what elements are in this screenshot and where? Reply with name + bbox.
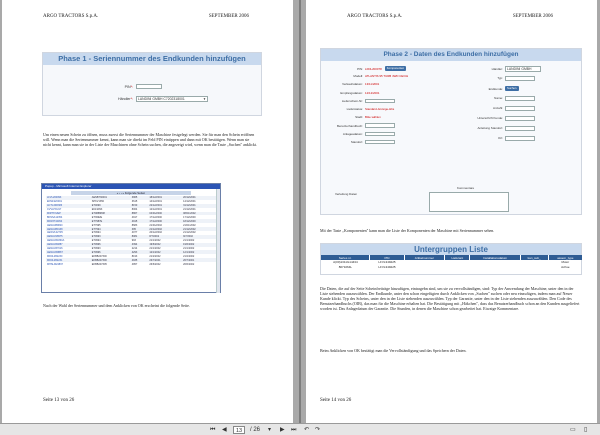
components-button[interactable]: Komponenten [386,66,405,70]
table-cell: 8867 [131,212,149,216]
table-cell: BFNSA12354 [47,215,63,219]
table-row [321,265,583,270]
table-cell: 14/12/2001 [183,200,196,204]
table-cell: 04/01/2000 [148,212,182,216]
form-field-row [461,86,519,91]
table-cell [470,265,520,270]
table-cell: LFVL200093 [46,196,91,200]
table-cell: AEWVL02705 [47,231,63,235]
after-selection-paragraph: Nach der Wahl der Seriennummer und dem Anklicken von OK erscheint die folgende Seite. [43,303,190,308]
footer-page-13: Seite 13 von 26 [43,398,75,403]
table-cell: 21/1/2002 [149,247,161,251]
dropdown-icon[interactable]: ▾ [268,427,272,433]
table-cell: AENLM34887 [46,243,91,247]
form-field-label: Anzahl: [492,106,503,111]
table-cell: 19/6/2002 [182,243,216,247]
table-cell: 12/1/2002 [182,250,216,254]
first-page-icon[interactable]: ⏮ [210,427,216,433]
table-cell: CVVLH6U17 [47,208,62,212]
table-cell: ET7994 [91,227,131,231]
column-header[interactable]: Lieferant [445,255,470,260]
form-field-row [323,140,395,145]
table-cell: 21/12/2002 [182,227,216,231]
header-date: SEPTEMBER 2006 [208,14,249,19]
table-cell: 8/7/2002 [148,235,182,239]
form-field-input[interactable] [505,116,535,121]
form-field-row [323,123,395,128]
form-field-value[interactable]: Standard-Anzeige-Hbs [365,107,395,111]
popup-screenshot [41,183,221,293]
form-field-label: Ort: [498,136,503,141]
table-cell: 22/12/2001 [148,204,182,208]
table-cell: 18/12/2001 [148,196,182,200]
viewer-toolbar [0,423,600,435]
table-cell: 3965 [131,196,149,200]
table-cell: MHSLM24897 [47,262,63,266]
column-header[interactable]: PIN [370,255,404,260]
phase1-title: Phase 1 - Seriennummer des Endkunden hinzufügen [43,53,261,65]
back-icon[interactable]: ↶ [304,427,310,433]
table-cell: ET0888808 [91,212,131,216]
untergruppen-table [321,255,583,269]
phase1-form [42,52,262,116]
form-field-row [461,136,535,141]
table-cell: 9/7/2002 [182,235,216,239]
form-field-value[interactable]: LFDL200078 [365,66,382,71]
table-cell: 8193 [131,254,138,258]
form-field-row [323,99,395,104]
untergruppen-title: Untergruppen Liste [321,244,581,255]
table-cell: ET7987E [91,219,131,223]
form-field-input[interactable] [505,126,535,131]
page-number-input[interactable]: 13 [233,426,245,434]
table-cell: ET0993 [91,247,101,251]
form-field-label: Stadt: [355,115,363,120]
page-13 [2,0,293,423]
form-field-label: Anleitung Standort: [477,126,503,131]
form-field-value[interactable]: 12/12/2001 [365,90,380,95]
table-cell: 31/12/2001 [182,204,216,208]
form-field-row [323,115,381,119]
form-field-label: Benutzerhandbuch: [336,123,363,128]
form-field-row [461,96,535,101]
form-field-value[interactable]: ATLANTIS 95 TURB 4WD CE/CH [365,74,409,79]
table-cell: 26/6/2002 [149,262,161,266]
table-cell: EKBB207305 [91,262,107,266]
pin-input[interactable] [136,84,162,89]
table-cell: MFDL2B2230 [47,254,63,258]
table-cell: 12/12/2001 [149,208,162,212]
table-cell: AENLM31860A [47,239,65,243]
table-cell: 17/12/2000 [183,215,196,219]
form-field-label: Verkaufsdatum: [342,82,363,87]
table-row[interactable] [46,262,216,266]
form-field-row [323,91,379,95]
table-cell: AENLM37016 [47,247,63,251]
pin-label: PIN*: [124,84,133,89]
popup-scrollbar[interactable] [216,189,220,293]
table-cell: 12/1/2002 [148,250,182,254]
form-field-input[interactable] [365,132,395,137]
header-company: ARGO TRACTORS S.p.A. [347,14,403,19]
dealer-row [83,96,208,102]
form-field-label: Empfangsdatum: [340,90,363,95]
column-header[interactable]: Installationsdatum [470,255,520,260]
table-cell: 8064 [131,208,138,212]
column-header[interactable]: Artikelnummer [404,255,445,260]
table-cell: MFR3734454 [46,219,91,223]
footer-page-14: Seite 14 von 26 [320,398,352,403]
two-page-icon[interactable]: ▯ [584,427,588,433]
form-field-label: Modell: [353,74,363,79]
table-cell: AENB730001 [91,196,131,200]
form-field-row [323,107,394,111]
table-cell: 21/2/2002 [149,254,161,258]
table-cell: LFVL349225 [378,260,396,265]
table-cell: ET0099 [91,204,131,208]
table-cell: 21/12/2002 [183,231,196,235]
table-cell: 2214 [131,247,138,251]
form-field-row [323,82,379,86]
form-field-label: Lieferstatus: [346,107,363,111]
table-cell: ET3992E [91,215,103,219]
table-cell: 4077 [131,231,138,235]
components-paragraph: Mit der Taste „Komponenten" kann man die Liste der Komponenten der Maschine mit Seriennummer sehen. [320,228,495,233]
form-field-label: PIN: [357,66,363,71]
table-cell: 4917 [131,215,138,219]
table-cell: ET0993 [91,235,131,239]
table-cell [445,265,470,270]
column-header[interactable]: kan_sub_ [520,255,548,260]
pin-row [83,84,162,89]
previous-page-icon[interactable]: ◀ [222,427,227,433]
table-cell: ET0994 [91,239,101,243]
table-cell: MFDL2B2231 [46,258,91,262]
intro-paragraph: Um einen neuen Schein zu öffnen, muss zuerst die Seriennummer der Maschine festgelegt werden. Sie für man den Schein eröffnen will. Wenn man die Seriennummer kennt, kann man sie direkt im Feld PIN eintippen und dann mit OK bestätigen. Wenn man sie nicht kennt, kann man sie in der Liste der Maschinen ohne Schein suchen, die angezeigt wird, wenn man die Taste „Suchen" anklickt. [43,132,257,147]
table-cell: ET7995 [91,223,101,227]
phase2-title: Phase 2 - Daten des Endkunden hinzufügen [321,49,581,61]
form-field-row [461,66,541,72]
table-cell: AENLM18975 [46,235,91,239]
table-cell: 21/12/2001 [183,208,196,212]
dealer-label: Händler*: [118,97,133,101]
search-button[interactable]: Suchen [507,86,517,90]
table-cell: AENLM39B87 [46,250,91,254]
table-cell: 14/12/2001 [149,200,162,204]
form-field-value[interactable]: Bitte wählen [365,115,381,120]
table-cell: 17/12/2000 [148,219,182,223]
table-cell: 395 [131,227,149,231]
form-field-row [461,106,535,111]
table-cell: 17/12/2000 [149,215,162,219]
next-page-icon[interactable]: ▶ [280,427,285,433]
table-cell: 26/6/2002 [183,262,195,266]
form-field-input[interactable] [365,99,395,104]
table-cell: ET0994 [91,231,101,235]
table-cell: SPKV1350 [91,200,105,204]
form-field-value[interactable]: 13/11/2001 [365,82,380,87]
page-divider [299,0,301,423]
form-field-input[interactable] [505,96,535,101]
table-cell: 4957 [131,262,138,266]
table-cell: 8150 [131,204,149,208]
table-cell: 21/1/2002 [183,239,195,243]
page-total: / 26 [250,427,261,433]
table-cell: 8071064L [338,264,353,269]
comments-label: Kommentare [457,186,475,190]
table-cell [520,265,548,270]
form-field-label: Anlageadatum: [342,131,363,136]
table-cell: 3615 [131,200,138,204]
table-cell: A(00)1311G14434 [333,260,358,265]
fields-paragraph: Die Daten, die auf der Seite Scheinfreiträge hinzufügen, eintragebn sind, um sie zu vervollständigen, sind: Typ der Anwendung der Maschine, unter den in der Liste stehenden auszuwählen. Der Endkunde, unter den schon eingefügten durch Anklicken von „Suchen" suchen oder neu einzufügen, indem man auf Neuer Kunde klickt. Typ des Scheins, unter den in der Liste stehenden auszuwählen. Typ der Garantie, unter den in der Liste stehenden auszuwählen. Den Code des Benutzerhandbuchs (OIB), das man für die Maschine erhalten hat. Die Bestätigung mit „Häkchen", dass das Benutzerhandbuch schon an den Kunden ausgeliefert worden ist. Das Anlagedatum der Garantie. Die Stunden, in denen die Maschine schon gearbeitet hat. Etwaige Kommentare. [320,286,580,311]
column-header[interactable]: Series nr. [321,255,370,260]
table-cell: Achse [561,264,570,269]
form-field-row [461,126,535,131]
table-cell: AENLM89138 [46,227,91,231]
form-field-row [323,66,406,71]
form-field-label: Unterschrift Kunde: [477,116,503,121]
form-field-input[interactable] [505,76,535,81]
table-cell: AENLM89820 [47,223,63,227]
ok-paragraph: Beim Anklicken von OK bestätigt man die Vervollständigung und das Speichern der Daten. [320,348,467,353]
table-cell: 4935 [131,258,149,262]
table-cell: ACTL34R383 [46,204,91,208]
single-page-icon[interactable]: ▭ [570,427,576,433]
table-cell: 21/1/2002 [183,247,195,251]
dealer-select[interactable]: LANDINI GMBH C7202318001 ▼ [138,97,206,101]
untergruppen-list [320,243,582,275]
forward-icon[interactable]: ↷ [315,427,321,433]
table-cell: 19/6/2002 [148,243,182,247]
table-cell: 21/01/2002 [149,223,162,227]
popup-titlebar: Popup - Microsoft Internet Explorer [42,184,220,189]
popup-table [46,196,216,266]
table-cell: 18/12/2000 [182,219,216,223]
form-field-label: Name: [494,96,503,101]
form-field-row [323,74,408,78]
header-company: ARGO TRACTORS S.p.A. [43,14,99,19]
comments-textarea[interactable] [429,192,509,212]
table-cell: ET0996 [91,250,131,254]
table-cell: 26/7/2001 [182,258,216,262]
dealer-select[interactable]: LANDINI GMBH [505,66,541,72]
form-field-row [461,116,535,121]
form-field-label: Endkunde: [488,86,503,91]
table-cell: EKBB207300 [91,258,131,262]
table-cell: EKBB207300 [91,254,107,258]
table-cell: 20/12/2001 [182,196,216,200]
last-page-icon[interactable]: ⏭ [291,427,297,433]
form-field-label: Typ: [497,76,503,81]
table-cell: 4394 [131,243,149,247]
table-cell: 21/12/2002 [148,227,182,231]
table-cell: 4915 [131,219,149,223]
notes-label: Verteilung Daten [335,192,358,196]
table-cell: 21/01/2002 [183,223,196,227]
popup-pager[interactable]: « ‹ › » Folgende Seiten [71,191,191,195]
table-cell: 21/2/2002 [183,254,195,258]
form-field-input[interactable] [505,136,535,141]
form-field-label: Händler: [491,67,503,71]
table-cell: EFML920001 [47,200,63,204]
page-14 [306,0,597,423]
table-cell: 8081 [131,235,149,239]
table-cell: ET0996 [91,243,131,247]
form-field-input[interactable] [505,106,535,111]
column-header[interactable]: assem_type [548,255,582,260]
phase2-form [320,48,582,215]
table-cell: Motor [561,260,570,265]
table-cell: 21/1/2002 [149,239,161,243]
table-cell: 993 [131,239,136,243]
table-cell: 4293 [131,250,149,254]
table-cell: 8683 [131,223,138,227]
table-cell: 20/12/2002 [149,231,162,235]
table-cell: LFVL349225 [378,264,396,269]
form-field-input[interactable] [365,140,395,145]
table-cell: MIRT6Y2EP [46,212,91,216]
form-field-row [461,76,535,81]
form-field-label: Lieferschein-Nr: [341,99,363,104]
table-cell: 26/7/2001 [148,258,182,262]
table-cell: 08/01/2002 [182,212,216,216]
form-field-input[interactable] [365,123,395,128]
form-field-row [323,132,395,137]
table-cell [404,265,445,270]
table-cell: ENL9993 [91,208,103,212]
header-date: SEPTEMBER 2006 [512,14,553,19]
form-field-label: Standort: [350,140,363,145]
chevron-down-icon: ▼ [203,97,206,101]
